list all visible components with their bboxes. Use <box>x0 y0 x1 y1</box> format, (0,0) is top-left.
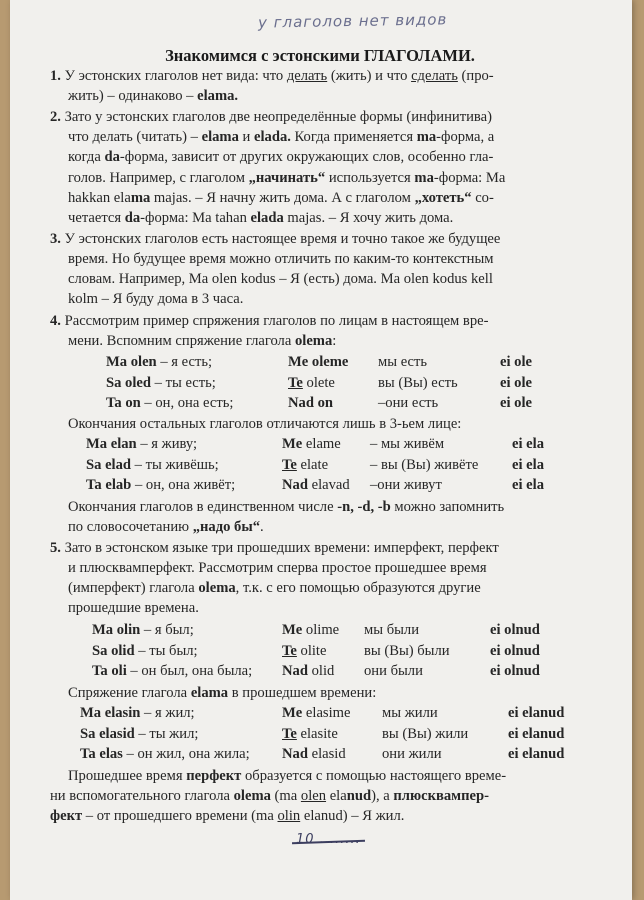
paragraph-2-run: -форма, зависит от других окружающих слов, особенно гла- <box>119 149 494 166</box>
paragraph-2-run: -форма: Ma <box>433 169 506 186</box>
paragraph-1-run: (жить) и что <box>327 68 412 84</box>
olema-row-plural-translation: вы (Вы) есть <box>378 374 458 391</box>
paragraph-2-run: da <box>104 149 120 166</box>
elama-row-pronoun: Me <box>282 436 303 452</box>
paragraph-2 <box>68 208 453 228</box>
elasin-row-plural-translation: они жили <box>382 746 442 762</box>
olin-row-singular <box>92 641 198 661</box>
perfect-para-run: (ma <box>270 788 301 805</box>
paragraph-1-run: elama. <box>197 88 239 105</box>
paragraph-5 <box>50 538 499 558</box>
olema-row-translation: – я есть; <box>156 354 213 370</box>
paragraph-2-run: hakkan ela <box>68 189 131 206</box>
paragraph-2-run: четается <box>68 210 125 226</box>
paragraph-3 <box>68 249 493 269</box>
paragraph-1-run: сделать <box>411 68 458 84</box>
paragraph-2 <box>50 107 492 127</box>
paragraph-3 <box>68 269 493 289</box>
perfect-para <box>50 786 489 806</box>
olin-row-pronoun: Nad <box>282 663 308 679</box>
elasin-row-pronoun: Ta <box>80 746 96 762</box>
paragraph-2-run: elama <box>201 129 239 146</box>
nado-by-run: . <box>260 519 264 536</box>
elasin-row-pronoun: Me <box>282 705 303 721</box>
perfect-para <box>68 766 506 786</box>
paragraph-2-run: используется <box>325 169 415 186</box>
olema-row-negation: ei ole <box>500 395 533 411</box>
paragraph-2-run: elada <box>250 210 284 226</box>
elama-row-plural <box>282 434 341 454</box>
endings-intro-run: Окончания остальных глаголов отличаются лишь в 3-ьем лице: <box>68 416 462 432</box>
perfect-para-run: olin <box>277 808 301 825</box>
olema-row-translation: – ты есть; <box>151 374 216 391</box>
elasin-row-plural <box>282 724 338 744</box>
elasin-row-negation: ei elanud <box>508 725 565 742</box>
paragraph-2 <box>68 147 493 167</box>
olema-row-plural <box>288 373 335 393</box>
elasin-row-verb: elasin <box>101 705 141 721</box>
paragraph-1-run: 1. <box>50 68 65 84</box>
elama-row-translation: – он, она живёт; <box>131 477 236 493</box>
elama-row-verb: elan <box>107 436 137 452</box>
elama-row-pronoun: Ta <box>86 477 102 493</box>
paragraph-4 <box>68 331 336 351</box>
elama-row-singular <box>86 475 235 495</box>
olin-row-translation: – я был; <box>140 622 194 638</box>
elama-row-plural <box>282 475 350 495</box>
elasin-row-translation: – ты жил; <box>134 725 199 742</box>
document-page <box>10 0 632 900</box>
olin-row-plural <box>282 641 326 661</box>
past-intro-run: Спряжение глагола <box>68 685 191 701</box>
elama-row-pronoun: Te <box>282 456 297 473</box>
handwritten-note: у глаголов нет видов <box>257 10 448 32</box>
elasin-row-translation: – я жил; <box>140 705 195 721</box>
perfect-para-run: фект <box>50 808 83 825</box>
elasin-row-plural <box>282 703 351 723</box>
endings-intro <box>68 414 461 434</box>
perfect-para-run: elanud) – Я жил. <box>300 808 405 825</box>
elama-row-translation: – ты живёшь; <box>131 456 219 473</box>
paragraph-2-run: и <box>238 129 254 146</box>
elasin-row-singular <box>80 744 250 764</box>
olema-row-pronoun: Ta on <box>106 395 141 411</box>
nado-by-run: Окончания глаголов в единственном числе <box>68 499 338 515</box>
olema-row-singular <box>106 393 233 413</box>
elama-row-pronoun: Nad <box>282 477 308 493</box>
olema-row-singular <box>106 373 216 393</box>
nado-by-run: по словосочетанию <box>68 519 193 536</box>
olin-row-singular <box>92 620 194 640</box>
perfect-para-run: плюсквампер- <box>393 788 489 805</box>
paragraph-5-run: (имперфект) глагола <box>68 580 199 596</box>
paragraph-2-run: когда <box>68 149 105 166</box>
elama-row-verb: elab <box>101 477 132 493</box>
elama-row-verb: elame <box>302 436 341 452</box>
elasin-row-pronoun: Sa <box>80 725 96 742</box>
elasin-row-negation: ei elanud <box>508 746 565 762</box>
elama-row-verb: elavad <box>307 477 350 493</box>
perfect-para-run: olema <box>233 788 271 805</box>
olin-row-verb: olime <box>302 622 340 638</box>
elasin-row-singular <box>80 724 198 744</box>
elama-row-plural <box>282 455 328 475</box>
paragraph-3-run: kolm – Я буду дома в 3 часа. <box>68 291 244 308</box>
olema-row-plural <box>288 393 333 413</box>
olin-row-pronoun: Te <box>282 642 297 659</box>
perfect-para <box>50 806 404 826</box>
paragraph-2-run: ma <box>416 129 437 146</box>
paragraph-5-run: и плюсквамперфект. Рассмотрим сперва простое прошедшее время <box>68 560 487 576</box>
elasin-row-verb: elasid <box>95 725 135 742</box>
paragraph-4-run: : <box>332 333 337 350</box>
perfect-para-run: ни вспомогательного глагола <box>50 788 234 805</box>
nado-by <box>68 497 504 517</box>
olin-row-plural-translation: они были <box>364 663 423 679</box>
paragraph-2-run: ma <box>414 169 434 186</box>
paragraph-2-run: Зато у эстонских глаголов две неопределённые формы (инфинитива) <box>64 109 492 125</box>
olin-row-verb: oli <box>107 663 127 679</box>
elasin-row-pronoun: Te <box>282 725 297 742</box>
olema-row-pronoun: Me oleme <box>288 354 349 370</box>
elama-row-plural-translation: –они живут <box>370 477 442 493</box>
elama-row-singular <box>86 434 197 454</box>
paragraph-2-run: elada. <box>254 129 291 146</box>
paragraph-2-run: Когда применяется <box>290 129 417 146</box>
elama-row-negation: ei ela <box>512 477 545 493</box>
elama-row-verb: elate <box>296 456 329 473</box>
olema-row-pronoun: Sa oled <box>106 374 152 391</box>
paragraph-2-run: ma <box>130 189 151 206</box>
paragraph-2-run: da <box>124 210 141 226</box>
paragraph-2-run: голов. Например, с глаголом <box>68 169 249 186</box>
olema-row-negation: ei ole <box>500 374 533 391</box>
olin-row-verb: olid <box>107 642 135 659</box>
elama-row-negation: ei ela <box>512 436 545 452</box>
paragraph-3-run: 3. <box>50 231 65 247</box>
paragraph-2-run: majas. – Я хочу жить дома. <box>283 210 454 226</box>
elasin-row-plural-translation: мы жили <box>382 705 438 721</box>
olin-row-pronoun: Ma <box>92 622 114 638</box>
olin-row-plural <box>282 620 339 640</box>
perfect-para-run: – от прошедшего времени (ma <box>82 808 278 825</box>
paragraph-2-run: -форма: Ma tahan <box>140 210 251 226</box>
elasin-row-translation: – он жил, она жила; <box>122 746 250 762</box>
paragraph-3-run: время. Но будущее время можно отличить по каким-то контекстным <box>68 251 494 267</box>
paragraph-5 <box>68 578 481 598</box>
elasin-row-pronoun: Nad <box>282 746 308 762</box>
olin-row-singular <box>92 661 252 681</box>
past-intro <box>68 683 376 703</box>
perfect-para-run: ), а <box>371 788 394 805</box>
olema-row-translation: – он, она есть; <box>140 395 234 411</box>
past-intro-run: в прошедшем времени: <box>228 685 377 701</box>
elasin-row-singular <box>80 703 195 723</box>
elasin-row-plural-translation: вы (Вы) жили <box>382 725 469 742</box>
olema-row-pronoun: Ma olen <box>106 354 157 370</box>
olema-row-verb: olete <box>302 374 335 391</box>
olin-row-translation: – ты был; <box>134 642 198 659</box>
paragraph-2 <box>68 127 494 147</box>
elama-row-verb: elad <box>101 456 132 473</box>
elama-row-plural-translation: – мы живём <box>370 436 445 452</box>
nado-by-run: можно запомнить <box>390 499 505 515</box>
paragraph-2 <box>68 168 505 188</box>
paragraph-1 <box>50 66 494 86</box>
paragraph-2-run: majas. – Я начну жить дома. А с глаголом <box>150 189 415 206</box>
elasin-row-plural <box>282 744 346 764</box>
olin-row-pronoun: Sa <box>92 642 108 659</box>
paragraph-5-run: olema <box>198 580 236 596</box>
perfect-para-run: образуется с помощью настоящего време- <box>241 768 507 784</box>
olin-row-pronoun: Me <box>282 622 303 638</box>
olin-row-verb: olid <box>307 663 335 679</box>
paragraph-5-run: прошедшие времена. <box>68 600 199 616</box>
paragraph-2-run: -форма, а <box>436 129 495 146</box>
paragraph-3 <box>68 289 243 309</box>
elasin-row-negation: ei elanud <box>508 705 565 721</box>
olema-row-plural-translation: –они есть <box>378 395 439 411</box>
olema-row-plural <box>288 352 348 372</box>
paragraph-1-run: У эстонских глаголов нет вида: что <box>64 68 287 84</box>
paragraph-4-run: 4. <box>50 313 65 329</box>
nado-by-run: -n, -d, -b <box>337 499 391 515</box>
olin-row-plural-translation: мы были <box>364 622 420 638</box>
paragraph-5-run: , т.к. с его помощью образуются другие <box>235 580 481 596</box>
olin-row-negation: ei olnud <box>490 663 540 679</box>
paragraph-2-run: со- <box>471 189 494 206</box>
paragraph-5 <box>68 558 487 578</box>
olin-row-negation: ei olnud <box>490 642 540 659</box>
olin-row-plural <box>282 661 334 681</box>
paragraph-5-run: Зато в эстонском языке три прошедших времени: имперфект, перфект <box>64 540 499 556</box>
olema-row-plural-translation: мы есть <box>378 354 428 370</box>
paragraph-3-run: У эстонских глаголов есть настоящее время и точно такое же будущее <box>64 231 501 247</box>
paragraph-2-run: „начинать“ <box>248 169 326 186</box>
paragraph-1 <box>68 86 238 106</box>
paragraph-4-run: мени. Вспомним спряжение глагола <box>68 333 295 350</box>
elasin-row-verb: elasite <box>296 725 338 742</box>
nado-by <box>68 517 264 537</box>
olin-row-translation: – он был, она была; <box>126 663 253 679</box>
elasin-row-verb: elas <box>95 746 123 762</box>
past-intro-run: elama <box>190 685 229 701</box>
perfect-para-run: ela <box>326 788 347 805</box>
olin-row-negation: ei olnud <box>490 622 540 638</box>
elasin-row-verb: elasid <box>307 746 346 762</box>
elama-row-singular <box>86 455 219 475</box>
elama-row-plural-translation: – вы (Вы) живёте <box>370 456 479 473</box>
olema-row-pronoun: Nad on <box>288 395 334 411</box>
perfect-para-run: Прошедшее время <box>68 768 187 784</box>
olema-row-pronoun: Te <box>288 374 303 391</box>
elama-row-pronoun: Sa <box>86 456 102 473</box>
elama-row-pronoun: Ma <box>86 436 108 452</box>
olin-row-verb: olite <box>296 642 327 659</box>
perfect-para-run: olen <box>300 788 327 805</box>
paragraph-1-run: делать <box>286 68 328 84</box>
paragraph-2-run: что делать (читать) – <box>68 129 202 146</box>
paragraph-4-run: olema <box>294 333 333 350</box>
nado-by-run: „надо бы“ <box>192 519 261 536</box>
paragraph-1-run: (про- <box>457 68 494 84</box>
olin-row-pronoun: Ta <box>92 663 108 679</box>
paragraph-2-run: „хотеть“ <box>414 189 472 206</box>
paragraph-3-run: словам. Например, Ma olen kodus – Я (есть) дома. Ma olen kodus kell <box>68 271 493 288</box>
olema-row-singular <box>106 352 212 372</box>
page-title: Знакомимся с эстонскими ГЛАГОЛАМИ. <box>165 46 475 65</box>
paragraph-4 <box>50 311 488 331</box>
paragraph-2-run: 2. <box>50 109 65 125</box>
olin-row-verb: olin <box>113 622 141 638</box>
paragraph-3 <box>50 229 500 249</box>
elasin-row-verb: elasime <box>302 705 351 721</box>
elama-row-negation: ei ela <box>512 456 545 473</box>
elama-row-translation: – я живу; <box>136 436 198 452</box>
paragraph-4-run: Рассмотрим пример спряжения глаголов по лицам в настоящем вре- <box>64 313 489 329</box>
olema-row-negation: ei ole <box>500 354 533 370</box>
paragraph-5-run: 5. <box>50 540 65 556</box>
perfect-para-run: nud <box>346 788 372 805</box>
olin-row-plural-translation: вы (Вы) были <box>364 642 450 659</box>
perfect-para-run: перфект <box>186 768 242 784</box>
elasin-row-pronoun: Ma <box>80 705 102 721</box>
signature-scribble: 10 ........ <box>296 832 361 847</box>
paragraph-5 <box>68 598 199 618</box>
paragraph-1-run: жить) – одинаково – <box>68 88 198 105</box>
paragraph-2 <box>68 188 494 208</box>
